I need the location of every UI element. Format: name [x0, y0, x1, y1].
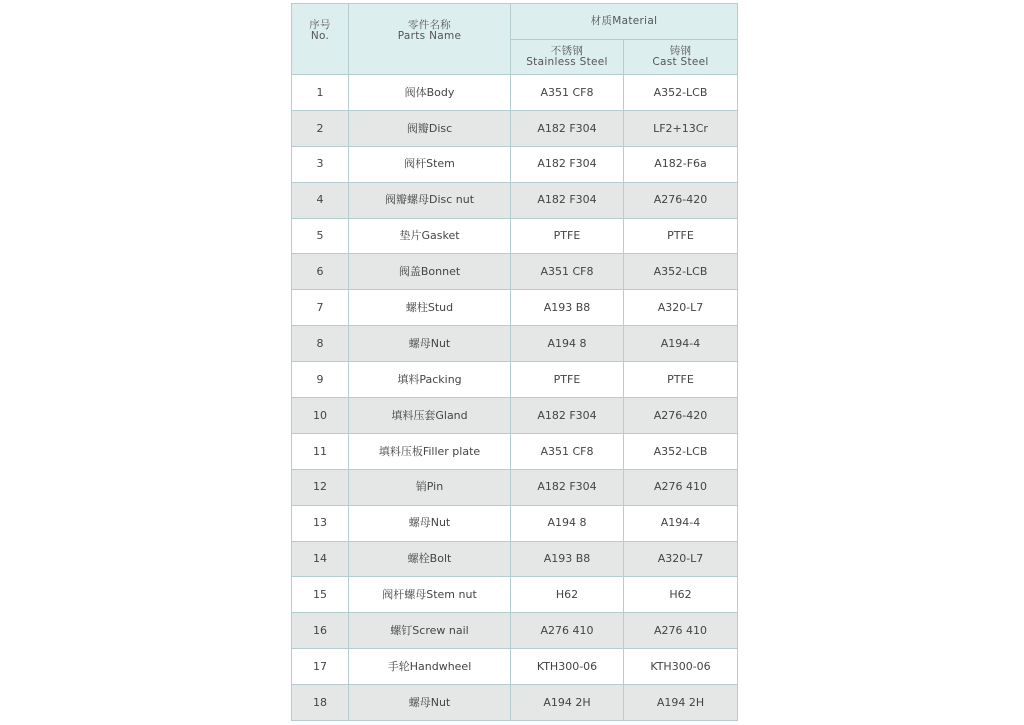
- cell-cast-steel: A276 410: [624, 469, 738, 505]
- cell-cast-steel: PTFE: [624, 218, 738, 254]
- cell-part-name: 阀瓣螺母Disc nut: [349, 182, 511, 218]
- cell-cast-steel: A352-LCB: [624, 254, 738, 290]
- cell-cast-steel: A320-L7: [624, 290, 738, 326]
- table-row: [292, 613, 738, 649]
- parts-materials-table: [291, 3, 738, 721]
- cell-cast-steel: KTH300-06: [624, 649, 738, 685]
- header-parts-name: [349, 4, 511, 75]
- cell-stainless-steel: A276 410: [511, 613, 624, 649]
- cell-stainless-steel: PTFE: [511, 218, 624, 254]
- cell-cast-steel: A182-F6a: [624, 146, 738, 182]
- cell-part-name: 螺栓Bolt: [349, 541, 511, 577]
- cell-cast-steel: H62: [624, 577, 738, 613]
- table-row: [292, 326, 738, 362]
- table-row: [292, 433, 738, 469]
- cell-stainless-steel: A182 F304: [511, 469, 624, 505]
- cell-no: 3: [292, 146, 349, 182]
- header-no: [292, 4, 349, 75]
- cell-cast-steel: LF2+13Cr: [624, 110, 738, 146]
- cell-cast-steel: A320-L7: [624, 541, 738, 577]
- cell-stainless-steel: A182 F304: [511, 146, 624, 182]
- header-cast-cn: 铸钢: [669, 44, 692, 57]
- table-body: [292, 75, 738, 721]
- header-stainless-cn: 不锈钢: [550, 44, 584, 57]
- cell-no: 12: [292, 469, 349, 505]
- cell-stainless-steel: A193 B8: [511, 541, 624, 577]
- cell-stainless-steel: A351 CF8: [511, 254, 624, 290]
- header-stainless-en: Stainless Steel: [526, 56, 608, 68]
- table-row: [292, 362, 738, 398]
- table-row: [292, 685, 738, 721]
- header-no-cn: 序号: [309, 18, 331, 31]
- cell-no: 8: [292, 326, 349, 362]
- cell-stainless-steel: A351 CF8: [511, 75, 624, 111]
- cell-no: 15: [292, 577, 349, 613]
- header-name-en: Parts Name: [397, 30, 462, 42]
- table-row: [292, 577, 738, 613]
- cell-no: 9: [292, 362, 349, 398]
- cell-no: 7: [292, 290, 349, 326]
- table-row: [292, 75, 738, 111]
- cell-stainless-steel: A194 8: [511, 505, 624, 541]
- header-cast-en: Cast Steel: [652, 56, 709, 68]
- cell-no: 11: [292, 433, 349, 469]
- cell-cast-steel: A352-LCB: [624, 75, 738, 111]
- cell-stainless-steel: A194 2H: [511, 685, 624, 721]
- cell-no: 18: [292, 685, 349, 721]
- table-row: [292, 110, 738, 146]
- cell-stainless-steel: PTFE: [511, 362, 624, 398]
- cell-part-name: 螺母Nut: [349, 326, 511, 362]
- cell-no: 5: [292, 218, 349, 254]
- table-row: [292, 254, 738, 290]
- table-row: [292, 146, 738, 182]
- cell-cast-steel: A276 410: [624, 613, 738, 649]
- cell-no: 1: [292, 75, 349, 111]
- cell-no: 6: [292, 254, 349, 290]
- cell-cast-steel: A194-4: [624, 505, 738, 541]
- cell-no: 10: [292, 398, 349, 434]
- cell-stainless-steel: A182 F304: [511, 398, 624, 434]
- cell-part-name: 填料Packing: [349, 362, 511, 398]
- table-row: [292, 290, 738, 326]
- header-name-cn: 零件名称: [407, 18, 452, 31]
- cell-part-name: 填料压套Gland: [349, 398, 511, 434]
- cell-no: 16: [292, 613, 349, 649]
- cell-no: 13: [292, 505, 349, 541]
- cell-cast-steel: A194-4: [624, 326, 738, 362]
- header-stainless-steel: [511, 40, 624, 75]
- cell-no: 17: [292, 649, 349, 685]
- cell-stainless-steel: H62: [511, 577, 624, 613]
- cell-part-name: 销Pin: [349, 469, 511, 505]
- cell-part-name: 阀盖Bonnet: [349, 254, 511, 290]
- header-no-en: No.: [310, 30, 330, 42]
- cell-part-name: 阀杆Stem: [349, 146, 511, 182]
- cell-part-name: 阀杆螺母Stem nut: [349, 577, 511, 613]
- cell-part-name: 螺柱Stud: [349, 290, 511, 326]
- cell-part-name: 螺母Nut: [349, 505, 511, 541]
- header-material: 材质Material: [511, 4, 738, 40]
- cell-part-name: 手轮Handwheel: [349, 649, 511, 685]
- table-row: [292, 505, 738, 541]
- table-row: [292, 649, 738, 685]
- cell-stainless-steel: A194 8: [511, 326, 624, 362]
- cell-part-name: 垫片Gasket: [349, 218, 511, 254]
- cell-cast-steel: A352-LCB: [624, 433, 738, 469]
- table-header: [292, 4, 738, 75]
- cell-stainless-steel: A193 B8: [511, 290, 624, 326]
- cell-part-name: 填料压板Filler plate: [349, 433, 511, 469]
- table-row: [292, 398, 738, 434]
- cell-cast-steel: PTFE: [624, 362, 738, 398]
- header-cast-steel: [624, 40, 738, 75]
- cell-part-name: 阀瓣Disc: [349, 110, 511, 146]
- cell-part-name: 螺钉Screw nail: [349, 613, 511, 649]
- cell-part-name: 螺母Nut: [349, 685, 511, 721]
- cell-cast-steel: A194 2H: [624, 685, 738, 721]
- table-row: [292, 541, 738, 577]
- cell-no: 14: [292, 541, 349, 577]
- cell-stainless-steel: KTH300-06: [511, 649, 624, 685]
- cell-cast-steel: A276-420: [624, 398, 738, 434]
- table-row: [292, 218, 738, 254]
- cell-stainless-steel: A182 F304: [511, 182, 624, 218]
- table-row: [292, 469, 738, 505]
- cell-cast-steel: A276-420: [624, 182, 738, 218]
- cell-no: 4: [292, 182, 349, 218]
- table-row: [292, 182, 738, 218]
- cell-stainless-steel: A351 CF8: [511, 433, 624, 469]
- cell-no: 2: [292, 110, 349, 146]
- cell-part-name: 阀体Body: [349, 75, 511, 111]
- cell-stainless-steel: A182 F304: [511, 110, 624, 146]
